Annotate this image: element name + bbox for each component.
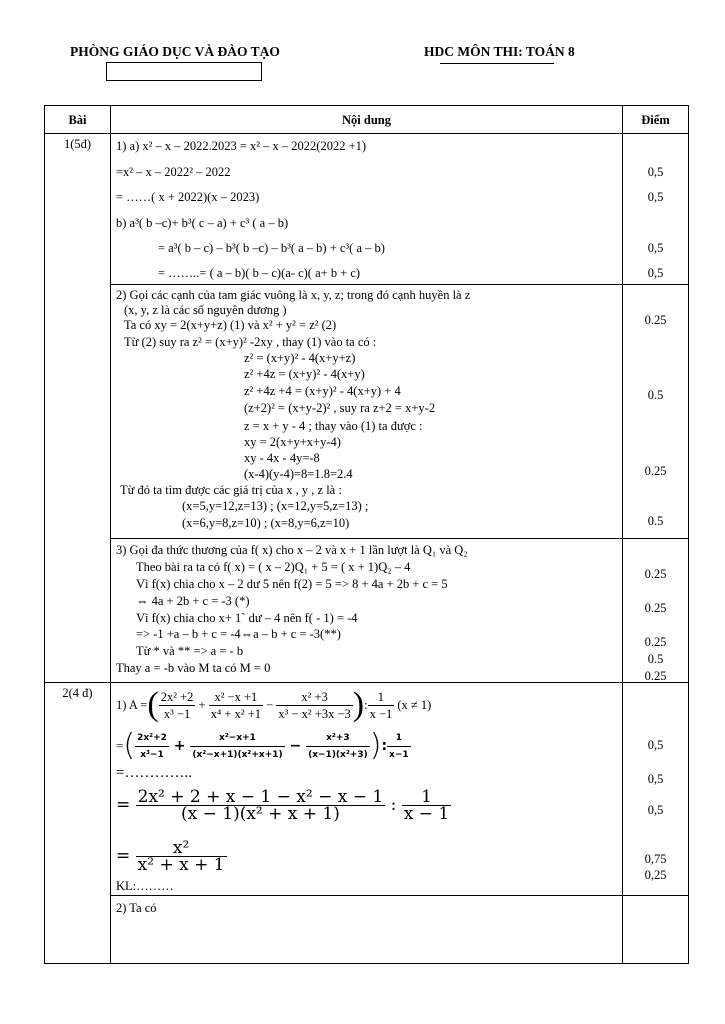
line: Vì f(x) chia cho x+ 1` dư – 4 nên f( - 1) = -4 [136,611,358,625]
line: = a³( b – c) – b³( b –c) – b³( a – b) + c³( a – b) [158,241,385,255]
line: Theo bài ra ta có f( x) = ( x – 2)Q₁ + 5 = ( x + 1)Q₂ – 4 [136,560,411,574]
denominator: (x²−x+1)(x²+x+1) [190,746,284,763]
score: 0.25 [644,313,667,327]
bai1-part2-score [623,285,689,539]
line: Từ * và ** => a = - b [136,644,244,658]
paren-open: ( [147,686,159,723]
numerator: x² +3 [301,689,328,704]
denominator: x³ −1 [159,705,196,722]
bai2-part1-content [111,683,623,896]
line: (x=6,y=8,z=10) ; (x=8,y=6,z=10) [182,516,350,530]
line: Từ đó ta tìm được các giá trị của x , y , z là : [120,483,342,497]
bai2-part2-content [111,896,623,964]
line: 3) Gọi đa thức thương của f( x) cho x – 2 và x + 1 lần lượt là Q₁ và Q₂ [116,543,468,557]
stamp-box [106,62,262,81]
line: (z+2)² = (x+y-2)² , suy ra z+2 = x+y-2 [244,401,436,415]
line: = ……( x + 2022)(x – 2023) [116,190,260,204]
line: z² +4z = (x+y)² - 4(x+y) [244,367,365,381]
table-row [45,539,689,683]
denominator: x³−1 [135,746,169,763]
formula-step5: = $\frac{\text{x²}}{\text{x² + x + 1}}$ [116,837,225,875]
fraction [402,786,451,824]
denominator: x² + x + 1 [137,854,225,875]
table-row [45,285,689,539]
numerator: 2x² + 2 + x − 1 − x² − x − 1 [137,786,384,807]
score: 0.25 [644,464,667,478]
header-exam-title: HDC MÔN THI: TOÁN 8 [424,44,575,59]
formula-step4: = $\frac{\text{2x² + 2 + x − 1 − x² − x − 1}}{\text{(x − 1)(x² + x + 1)}}$ : $\frac{1}{x - 1}$ [116,786,450,824]
line: => -1 +a – b + c = -4⇔a – b + c = -3(**) [136,627,341,641]
formula-prefix: 1) A = [116,698,148,712]
score: 0.25 [644,635,667,649]
line: (x, y, z là các số nguyên dương ) [124,303,287,317]
line: Thay a = -b vào M ta có M = 0 [116,661,271,675]
fraction [159,689,196,722]
score: 0,5 [647,772,664,786]
numerator: x² −x +1 [214,689,258,704]
table-row [45,134,689,285]
denominator: x⁴ + x² +1 [210,706,262,721]
line: = ……..= ( a – b)( b – c)(a- c)( a+ b + c) [158,266,361,280]
denominator: x −1 [369,706,393,721]
numerator: x²+3 [326,732,350,743]
score: 0,5 [647,738,664,752]
score: 0.5 [647,652,664,666]
line: xy - 4x - 4y=-8 [244,451,320,465]
score: 0,5 [647,190,664,204]
numerator: 2x²+2 [137,732,167,743]
score: 0.25 [644,669,667,683]
score: 0.25 [644,601,667,615]
denominator: x³ − x² +3x −3 [278,706,351,721]
bai2-part1-score [623,683,689,896]
paren-close: ) [352,686,365,723]
score: 0,5 [647,803,664,817]
line: (x-4)(y-4)=8=1.8=2.4 [244,467,353,481]
fraction [306,730,370,763]
fraction [136,837,227,875]
denominator: (x−1)(x²+3) [306,746,370,763]
score: 0.5 [647,388,664,402]
numerator: 1 [377,689,385,704]
line: (x=5,y=12,z=13) ; (x=12,y=5,z=13) ; [182,499,369,513]
numerator: x² [172,837,190,858]
fraction [368,689,395,722]
header-underline [440,63,554,64]
score: 0,5 [647,241,664,255]
denominator: x − 1 [403,803,450,824]
fraction [135,730,169,763]
header-department: PHÒNG GIÁO DỤC VÀ ĐÀO TẠO [70,44,280,59]
table-row [45,896,689,964]
grading-table [44,105,689,964]
table-header-row [45,106,689,134]
col-header-bai: Bài [45,106,111,134]
score: 0,75 [644,852,667,866]
score: 0.25 [644,567,667,581]
line: 2) Ta có [116,901,157,915]
denominator: x−1 [387,746,411,763]
fraction [190,730,284,763]
bai1-part3-content [111,539,623,683]
table-row [45,683,689,896]
line: Từ (2) suy ra z² = (x+y)² -2xy , thay (1) vào ta có : [124,335,377,349]
denominator: (x − 1)(x² + x + 1) [136,805,386,822]
col-header-noidung: Nội dung [111,106,623,134]
bai1-part2-content [111,285,623,539]
numerator: 1 [395,732,402,743]
formula-step3: =………….. [116,765,192,781]
numerator: 2x² +2 [160,689,194,704]
score: 0.5 [647,514,664,528]
col-header-diem: Điểm [623,106,689,134]
score: 0,5 [647,165,664,179]
fraction [387,730,411,763]
bai2-part2-score [623,896,689,964]
condition: (x ≠ 1) [397,698,432,712]
line: z² = (x+y)² - 4(x+y+z) [244,351,356,365]
numerator: x²−x+1 [219,732,256,743]
bai1-label: 1(5đ) [45,134,111,683]
fraction [209,689,263,722]
conclusion: KL:……… [116,879,174,893]
line: z² +4z +4 = (x+y)² - 4(x+y) + 4 [244,384,401,398]
bai1-part1-content [111,134,623,285]
line: z = x + y - 4 ; thay vào (1) ta được : [244,419,423,433]
line: 1) a) x² – x – 2022.2023 = x² – x – 2022(2022 +1) [116,139,367,153]
line: 2) Gọi các cạnh của tam giác vuông là x, y, z; trong đó cạnh huyền là z [116,288,471,302]
formula-step2: = ( $\frac{\text{2x²+2}}{\text{x³−1}}$ + $\frac{\text{x²−x+1}}{\text{(x²−x+1)(x²+x+1)}}$ − $\frac{\text{x²+3}}{\text{(x−1)(x²+3)}}$ ) : $\frac{1}{x-1}$ [116,728,409,763]
line: Ta có xy = 2(x+y+z) (1) và x² + y² = z² (2) [124,318,337,332]
fraction [136,786,386,824]
fraction [276,689,352,722]
bai1-part1-score [623,134,689,285]
bai2-label: 2(4 đ) [45,683,111,964]
score: 0,25 [644,868,667,882]
bai1-part3-score [623,539,689,683]
numerator: 1 [421,786,432,807]
score: 0,5 [647,266,664,280]
line: ⇔ 4a + 2b + c = -3 (*) [136,594,250,608]
line: =x² – x – 2022² – 2022 [116,165,231,179]
formula-A: 1) A = ( $\frac{\text{2x² +2}}{\text{x³ −1}}$ + $\frac{\text{x² −x +1}}{\text{x⁴ + x² +1}}$ − $\frac{\text{x² +3}}{\text{x³ − x² +3x −3}}$ ) : $\frac{1}{x -1}$ (x ≠ 1) [116,686,432,723]
line: b) a³( b –c)+ b³( c – a) + c³ ( a – b) [116,216,289,230]
line: Vì f(x) chia cho x – 2 dư 5 nên f(2) = 5 => 8 + 4a + 2b + c = 5 [136,577,448,591]
line: xy = 2(x+y+x+y-4) [244,435,341,449]
